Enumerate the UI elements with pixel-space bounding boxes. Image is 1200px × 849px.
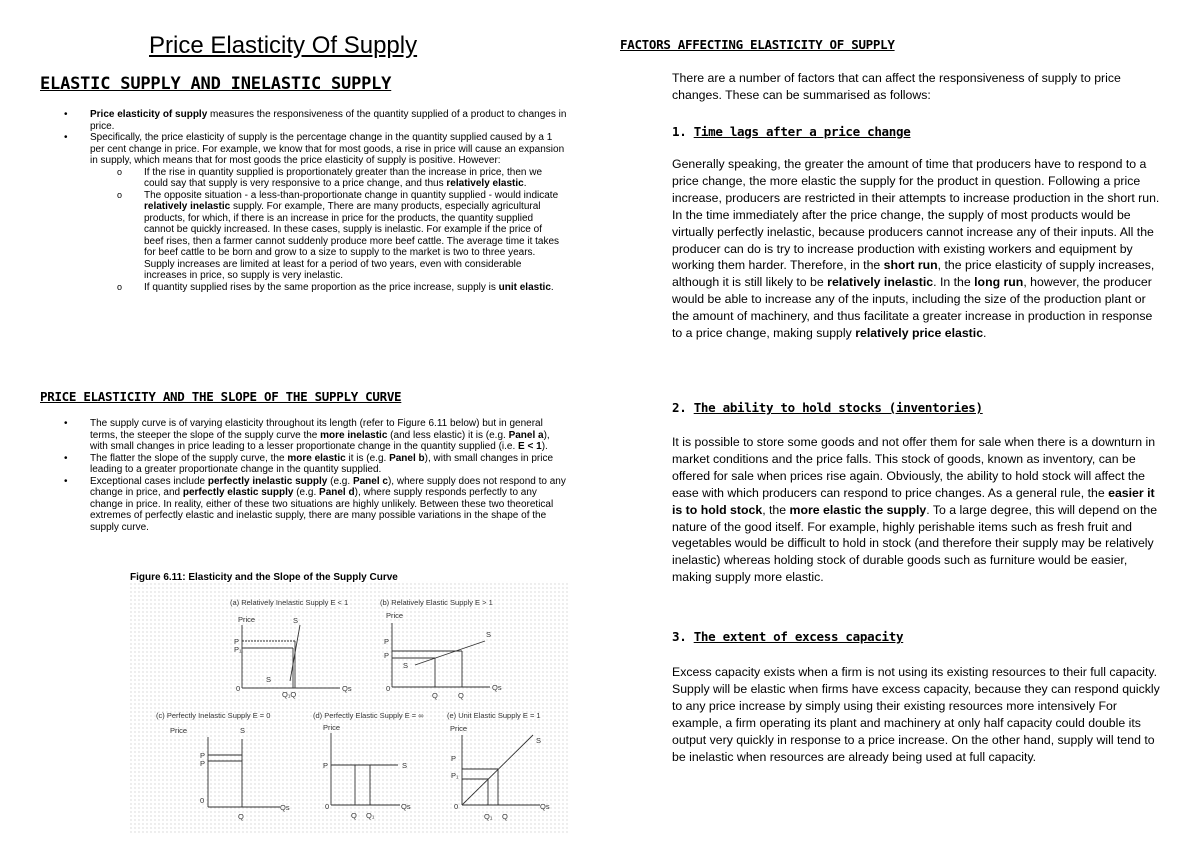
list-item: • Exceptional cases include perfectly inelastic supply (e.g. Panel c), where supply does not respond to any change in price, and perfectly elastic supply (e.g. Panel d), where supply responds perfectly to any change in price. In reality, either of these two situations are highly unlikely. Between these two theoretical extremes of perfectly elastic and inelastic supply, there are many possible variations in the shape of the supply curve. xyxy=(36,476,568,534)
panel-c-s-label: S xyxy=(240,726,246,735)
panel-c-title: (c) Perfectly Inelastic Supply E = 0 xyxy=(156,711,271,720)
panel-c-qs-label: Qs xyxy=(280,803,290,812)
factors-heading: FACTORS AFFECTING ELASTICITY OF SUPPLY xyxy=(620,37,895,52)
panel-c-price-label: Price xyxy=(170,726,188,735)
panel-b-s-low-label: S xyxy=(403,661,409,670)
section-1-paragraph: Generally speaking, the greater the amount of time that producers have to respond to a price change, the more elastic the supply for the product in question. Following a price increase, producers are restricted in their attempts to increase production in the short run. In the time immediately after the price change, the supply of most products would be virtually perfectly inelastic, because producers cannot increase any of their inputs. All the producer can do is try to increase production with existing workers and equipment by working them harder. Therefore, in the short run, the price elasticity of supply increases, although it is still likely to be relatively inelastic. In the long run, however, the producer would be able to increase any of the inputs, including the size of the production plant or the amount of machinery, and thus facilitate a greater increase in production in response to a price change, making supply relatively price elastic. xyxy=(672,157,1160,341)
sub-list-item: o The opposite situation - a less-than-proportionate change in quantity supplied - would indicate relatively inelastic supply. For example, There are many products, especially agricultural products, for which, if there is an increase in price for the products, the quantity supplied cannot be quickly increased. In these cases, supply is inelastic. For example if the price of beef rises, then a farmer cannot suddenly produce more beef cattle. The average time it takes for beef cattle to be born and grow to a size to supply to the market is two to three years. Supply increases are limited at least for a period of two years, even with considerable increases in price, so supply is very inelastic. xyxy=(90,190,564,282)
figure-title: Figure 6.11: Elasticity and the Slope of the Supply Curve xyxy=(130,572,398,583)
panel-e-p1-label: P₁ xyxy=(451,771,459,780)
sub-list-item: o If quantity supplied rises by the same proportion as the price increase, supply is unit elastic. xyxy=(90,282,564,294)
panel-c-p-label: P xyxy=(200,751,206,760)
panel-e-title: (e) Unit Elastic Supply E = 1 xyxy=(447,711,541,720)
panel-a-s-low-label: S xyxy=(266,675,272,684)
panel-b-s-label: S xyxy=(486,630,492,639)
panel-e-q1-label: Q₁ xyxy=(484,812,493,821)
panel-b-qs-label: Qs xyxy=(492,683,502,692)
panel-a-origin: 0 xyxy=(236,684,241,693)
panel-a-price-label: Price xyxy=(238,615,256,624)
panel-b-price-label: Price xyxy=(386,611,404,620)
panel-d-p-label: P xyxy=(323,761,329,770)
list-item: • Price elasticity of supply measures the responsiveness of the quantity supplied of a product to changes in price. xyxy=(36,109,568,132)
panel-c-q-label: Q xyxy=(238,812,244,821)
section-3-paragraph: Excess capacity exists when a firm is not using its existing resources to their full capacity. Supply will be elastic when firms have excess capacity, because they can respond quickly to any price increase by simply using their existing resources more intensively For example, a firm operating its plant and machinery at only half capacity could double its output very quickly in response to a price increase. On the other hand, supply will tend to be inelastic when resources are already being used at full capacity. xyxy=(672,665,1160,764)
page-title: Price Elasticity Of Supply xyxy=(149,32,418,59)
panel-b-p1-label: P xyxy=(384,651,390,660)
section-heading-elastic-inelastic: ELASTIC SUPPLY AND INELASTIC SUPPLY xyxy=(40,74,392,94)
panel-d-qs-label: Qs xyxy=(401,802,411,811)
panel-e-s-label: S xyxy=(536,736,542,745)
panel-d-title: (d) Perfectly Elastic Supply E = ∞ xyxy=(313,711,424,720)
list-item: • The flatter the slope of the supply curve, the more elastic it is (e.g. Panel b), with small changes in price leading to a greater proportionate change in the quantity supplied. xyxy=(36,453,568,476)
panel-b-p-label: P xyxy=(384,637,390,646)
section-1-heading: 1. Time lags after a price change xyxy=(672,124,911,139)
panel-b-q-label: Q xyxy=(432,691,438,700)
panel-c-p1-label: P xyxy=(200,759,206,768)
panel-a-q-labels: Q₁Q xyxy=(282,690,297,699)
panel-a-p-label: P xyxy=(234,637,240,646)
section-3-heading: 3. The extent of excess capacity xyxy=(672,629,904,644)
panel-e-origin: 0 xyxy=(454,802,459,811)
section-heading-slope: PRICE ELASTICITY AND THE SLOPE OF THE SUPPLY CURVE xyxy=(40,389,402,404)
list-item: • Specifically, the price elasticity of supply is the percentage change in the quantity supplied caused by a 1 per cent change in price. For example, we know that for most goods, a rise in price will cause an expansion in supply, which means that for most goods the price elasticity of supply is positive. However: o If the rise in quantity supplied is proportionately greater than the increase in price, then we could say that supply is very responsive to a price change, and thus relatively elastic. o The opposite situation - a less-than-proportionate change in quantity supplied - would indicate relatively inelastic supply. For example, There are many products, especially agricultural products, for which, if there is an increase in price for the products, the quantity supplied cannot be quickly increased. In these cases, supply is inelastic. For example if the price of beef rises, then a farmer cannot suddenly produce more beef cattle. The average time it takes for beef cattle to be born and grow to a size to supply to the market is two to three years. Supply increases are limited at least for a period of two years, even with considerable increases in price, so supply is very inelastic. o If quantity supplied rises by the same proportion as the price increase, supply is unit elastic. xyxy=(36,132,568,293)
panel-c-origin: 0 xyxy=(200,796,205,805)
panel-e-price-label: Price xyxy=(450,724,468,733)
panel-b-title: (b) Relatively Elastic Supply E > 1 xyxy=(380,598,493,607)
panel-e-q-label: Q xyxy=(502,812,508,821)
section-2-heading: 2. The ability to hold stocks (inventories) xyxy=(672,400,983,415)
panel-a-title: (a) Relatively Inelastic Supply E < 1 xyxy=(230,598,349,607)
elasticity-bullet-list xyxy=(36,109,568,293)
panel-d-origin: 0 xyxy=(325,802,330,811)
panel-b-q1-label: Q xyxy=(458,691,464,700)
slope-bullet-list xyxy=(36,418,568,533)
panel-d-s-label: S xyxy=(402,761,408,770)
intro-paragraph: There are a number of factors that can affect the responsiveness of supply to price changes. These can be summarised as follows: xyxy=(672,71,1121,102)
panel-a-p1-label: P₁ xyxy=(234,645,242,654)
panel-a-qs-label: Qs xyxy=(342,684,352,693)
panel-d-q-label: Q xyxy=(351,811,357,820)
sub-list xyxy=(90,167,568,294)
panel-e-qs-label: Qs xyxy=(540,802,550,811)
sub-list-item: o If the rise in quantity supplied is proportionately greater than the increase in price, then we could say that supply is very responsive to a price change, and thus relatively elastic. xyxy=(90,167,564,190)
supply-elasticity-figure xyxy=(130,583,570,833)
panel-e-p-label: P xyxy=(451,754,457,763)
panel-d-price-label: Price xyxy=(323,723,341,732)
panel-b-origin: 0 xyxy=(386,684,391,693)
panel-a-s-label: S xyxy=(293,616,299,625)
panel-d-q1-label: Q₁ xyxy=(366,811,375,820)
list-item: • The supply curve is of varying elasticity throughout its length (refer to Figure 6.11 below) but in general terms, the steeper the slope of the supply curve the more inelastic (and less elastic) it is (e.g. Panel a), with small changes in price leading to a lesser proportionate change in the quantity supplied (i.e. E < 1). xyxy=(36,418,568,453)
section-2-paragraph: It is possible to store some goods and not offer them for sale when there is a downturn in market conditions and the price falls. This stock of goods, known as inventory, can be offered for sale when prices rise again. Obviously, the ability to hold stock will affect the ease with which producers can respond to price changes. As a general rule, the easier it is to hold stock, the more elastic the supply. To a large degree, this will depend on the nature of the good itself. For example, highly perishable items such as fresh fruit and vegetables would be difficult to hold in stock (and therefore their supply may be relatively inelastic) whereas holding stock of durable goods such as furniture would be easier, making supply more elastic. xyxy=(672,435,1158,585)
figure-background xyxy=(130,583,570,833)
